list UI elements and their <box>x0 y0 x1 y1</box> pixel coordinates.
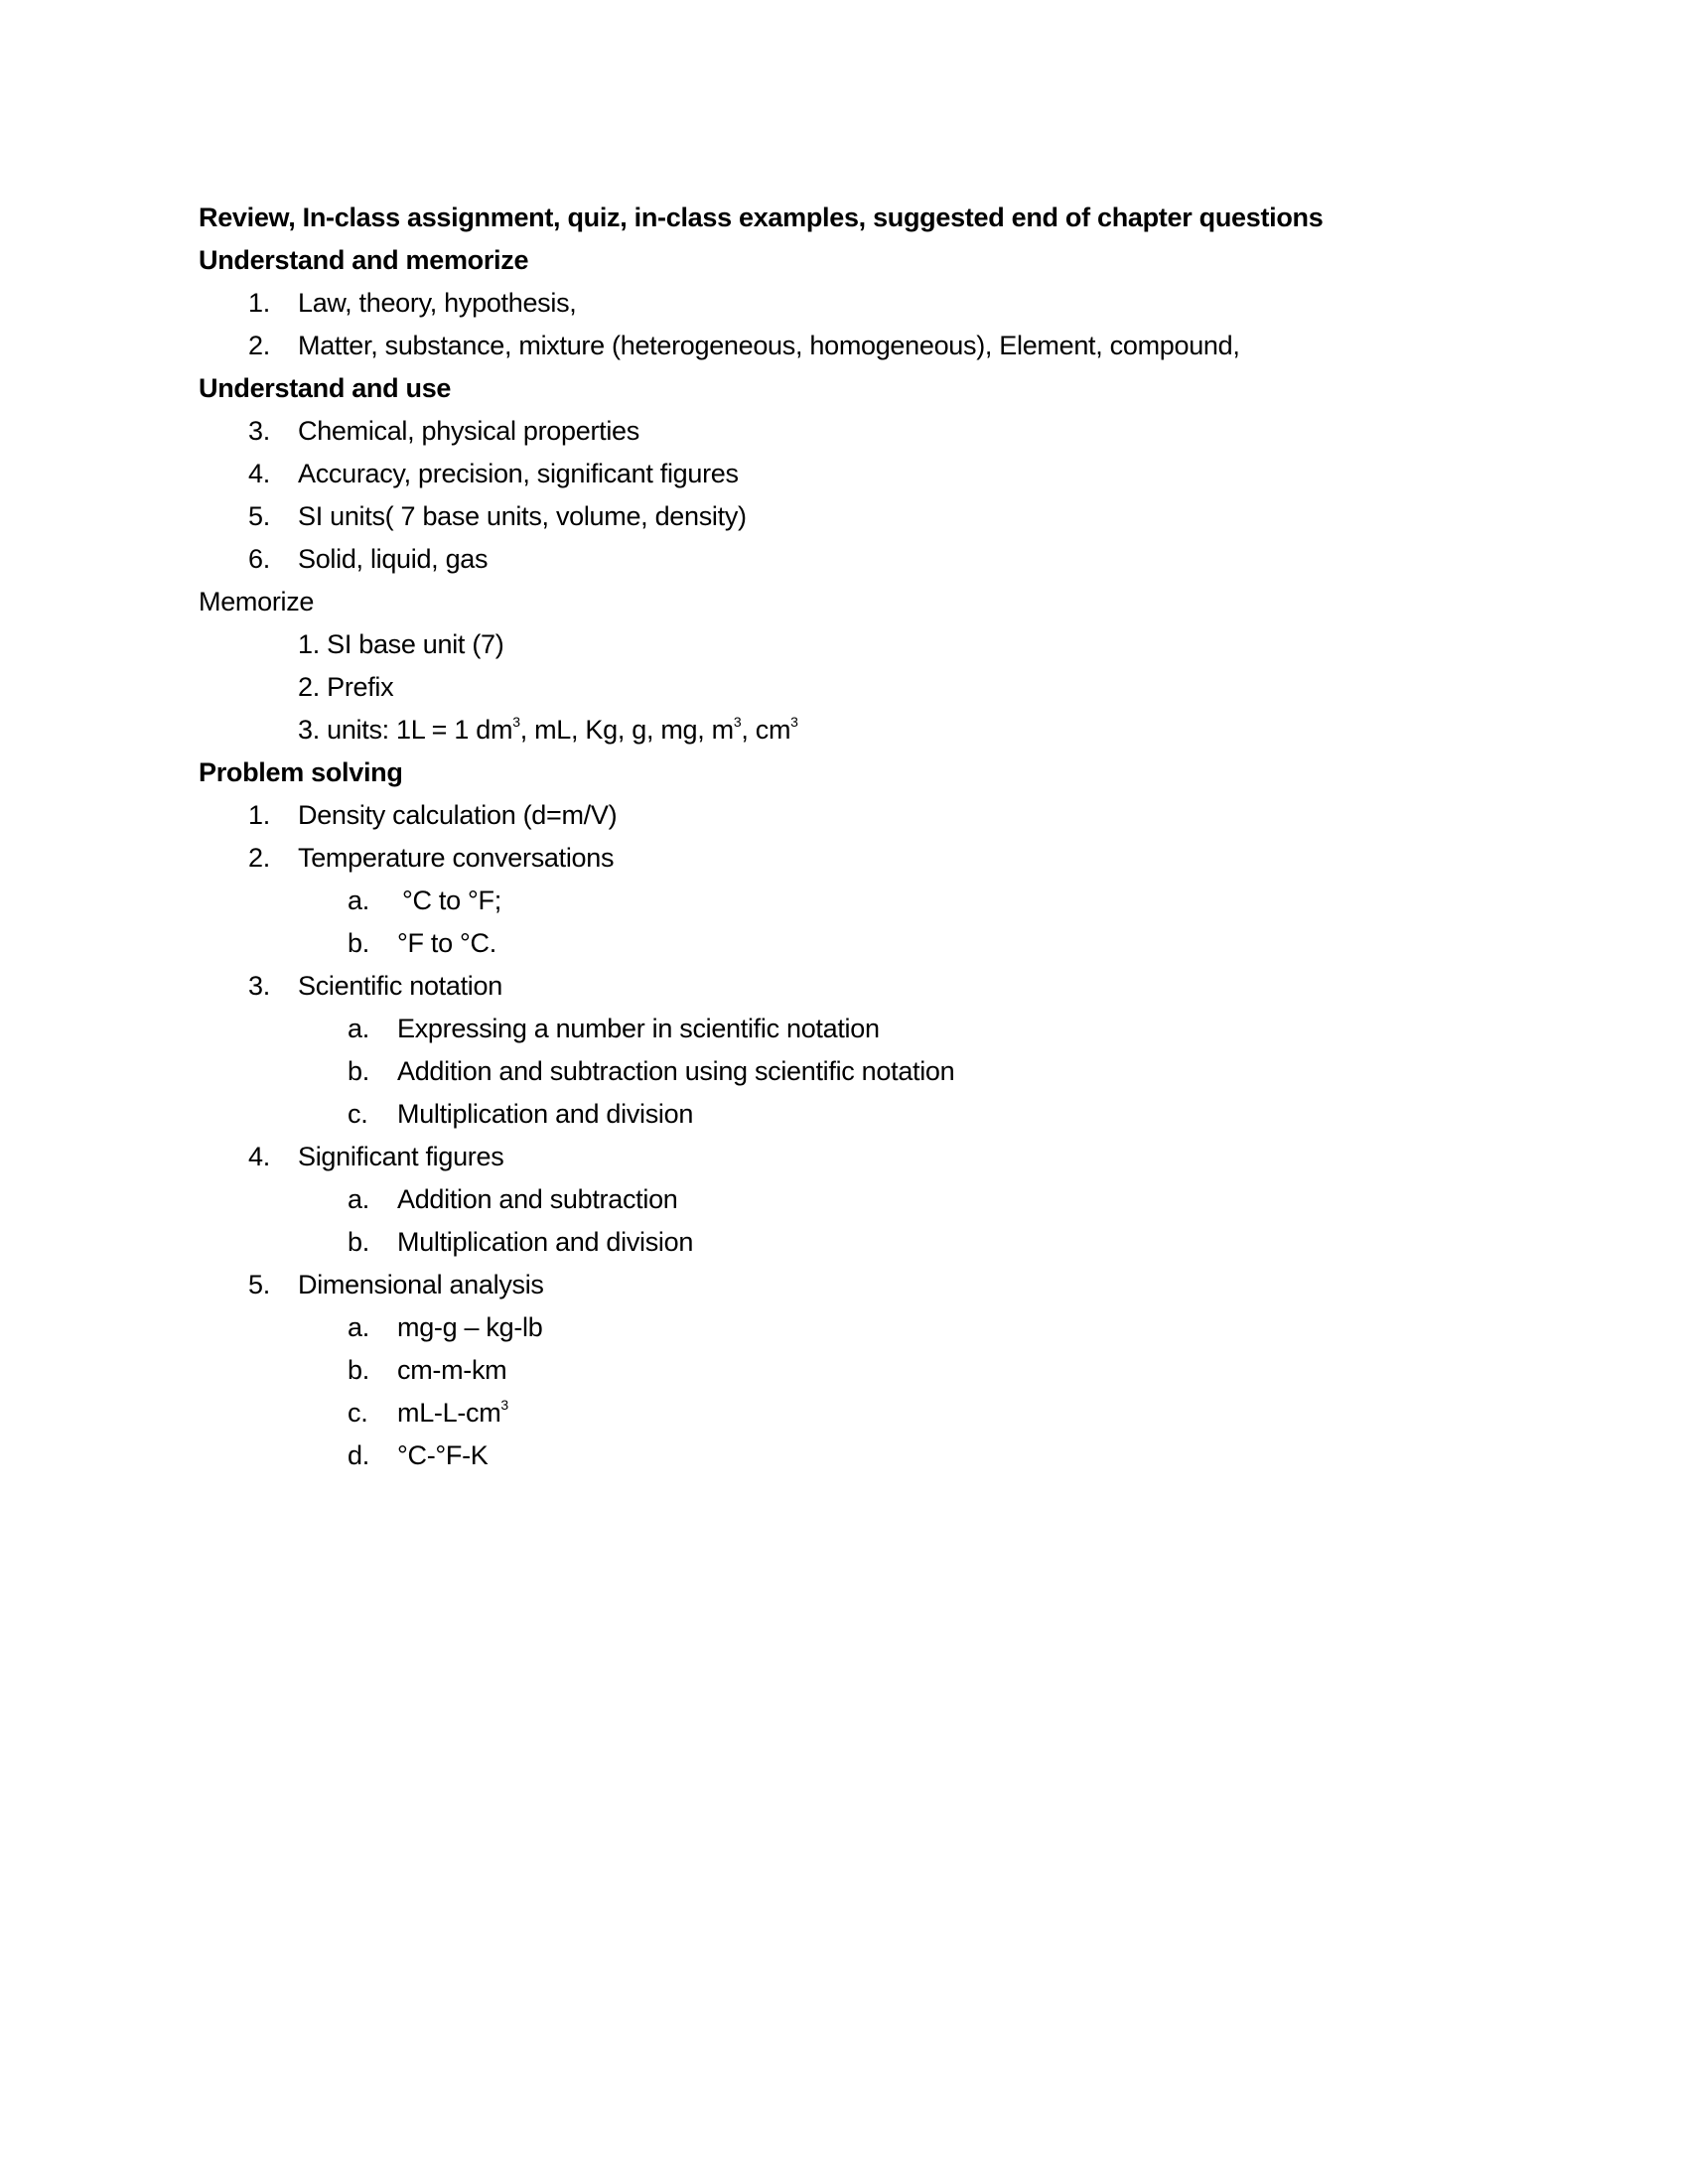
list-marker: 5. <box>248 501 270 531</box>
sub-list-item-text: Expressing a number in scientific notation <box>397 1014 880 1043</box>
list-item-units <box>298 714 798 746</box>
list-item-text: SI units( 7 base units, volume, density) <box>298 501 747 531</box>
section-heading-understand-use: Understand and use <box>199 373 452 403</box>
sub-list-marker: d. <box>348 1440 369 1470</box>
section-heading-understand-memorize: Understand and memorize <box>199 245 529 275</box>
list-item-text: Chemical, physical properties <box>298 416 639 446</box>
text-part: 3. units: 1L = 1 dm <box>298 715 513 745</box>
list-marker: 1. <box>248 800 270 830</box>
superscript: 3 <box>500 1397 508 1413</box>
superscript: 3 <box>733 714 742 730</box>
list-item-text: Law, theory, hypothesis, <box>298 288 577 318</box>
list-item-text: Density calculation (d=m/V) <box>298 800 618 830</box>
list-item-text: 1. SI base unit (7) <box>298 629 504 659</box>
sub-list-item-text: Multiplication and division <box>397 1099 694 1129</box>
sub-list-marker: a. <box>348 1184 369 1214</box>
sub-list-marker: b. <box>348 928 369 958</box>
list-marker: 3. <box>248 416 270 446</box>
list-marker: 3. <box>248 971 270 1001</box>
list-marker: 4. <box>248 1142 270 1171</box>
list-item-text: Solid, liquid, gas <box>298 544 489 574</box>
list-marker: 2. <box>248 331 270 360</box>
text-part: mL-L-cm <box>397 1398 501 1428</box>
sub-list-item-text: °C to °F; <box>402 886 501 915</box>
section-heading-problem-solving: Problem solving <box>199 757 403 787</box>
list-item-text: Dimensional analysis <box>298 1270 544 1299</box>
list-item-text: 2. Prefix <box>298 672 394 702</box>
sub-list-item-text: °C-°F-K <box>397 1440 489 1470</box>
sub-list-item-text: Multiplication and division <box>397 1227 694 1257</box>
superscript: 3 <box>512 714 520 730</box>
text-part: , cm <box>741 715 791 745</box>
sub-list-item-text: mg-g – kg-lb <box>397 1312 543 1342</box>
sub-list-marker: b. <box>348 1355 369 1385</box>
list-marker: 5. <box>248 1270 270 1299</box>
sub-list-marker: c. <box>348 1398 368 1428</box>
text-part: , mL, Kg, g, mg, m <box>519 715 734 745</box>
sub-list-item-text: °F to °C. <box>397 928 496 958</box>
sub-list-item-text <box>397 1397 508 1429</box>
sub-list-item-text: Addition and subtraction using scientific notation <box>397 1056 955 1086</box>
sub-list-marker: b. <box>348 1227 369 1257</box>
sub-list-item-text: Addition and subtraction <box>397 1184 678 1214</box>
list-item-text: Accuracy, precision, significant figures <box>298 459 739 488</box>
list-marker: 1. <box>248 288 270 318</box>
superscript: 3 <box>790 714 798 730</box>
sub-list-marker: a. <box>348 1014 369 1043</box>
list-item-text: Significant figures <box>298 1142 504 1171</box>
list-item-text: Matter, substance, mixture (heterogeneous, homogeneous), Element, compound, <box>298 331 1240 360</box>
section-heading-memorize: Memorize <box>199 587 315 616</box>
list-marker: 6. <box>248 544 270 574</box>
sub-list-marker: b. <box>348 1056 369 1086</box>
document-title: Review, In-class assignment, quiz, in-class examples, suggested end of chapter questions <box>199 203 1324 232</box>
sub-list-marker: c. <box>348 1099 368 1129</box>
list-item-text: Scientific notation <box>298 971 502 1001</box>
sub-list-marker: a. <box>348 1312 369 1342</box>
list-item-text: Temperature conversations <box>298 843 615 873</box>
list-marker: 2. <box>248 843 270 873</box>
list-marker: 4. <box>248 459 270 488</box>
sub-list-item-text: cm-m-km <box>397 1355 507 1385</box>
sub-list-marker: a. <box>348 886 369 915</box>
